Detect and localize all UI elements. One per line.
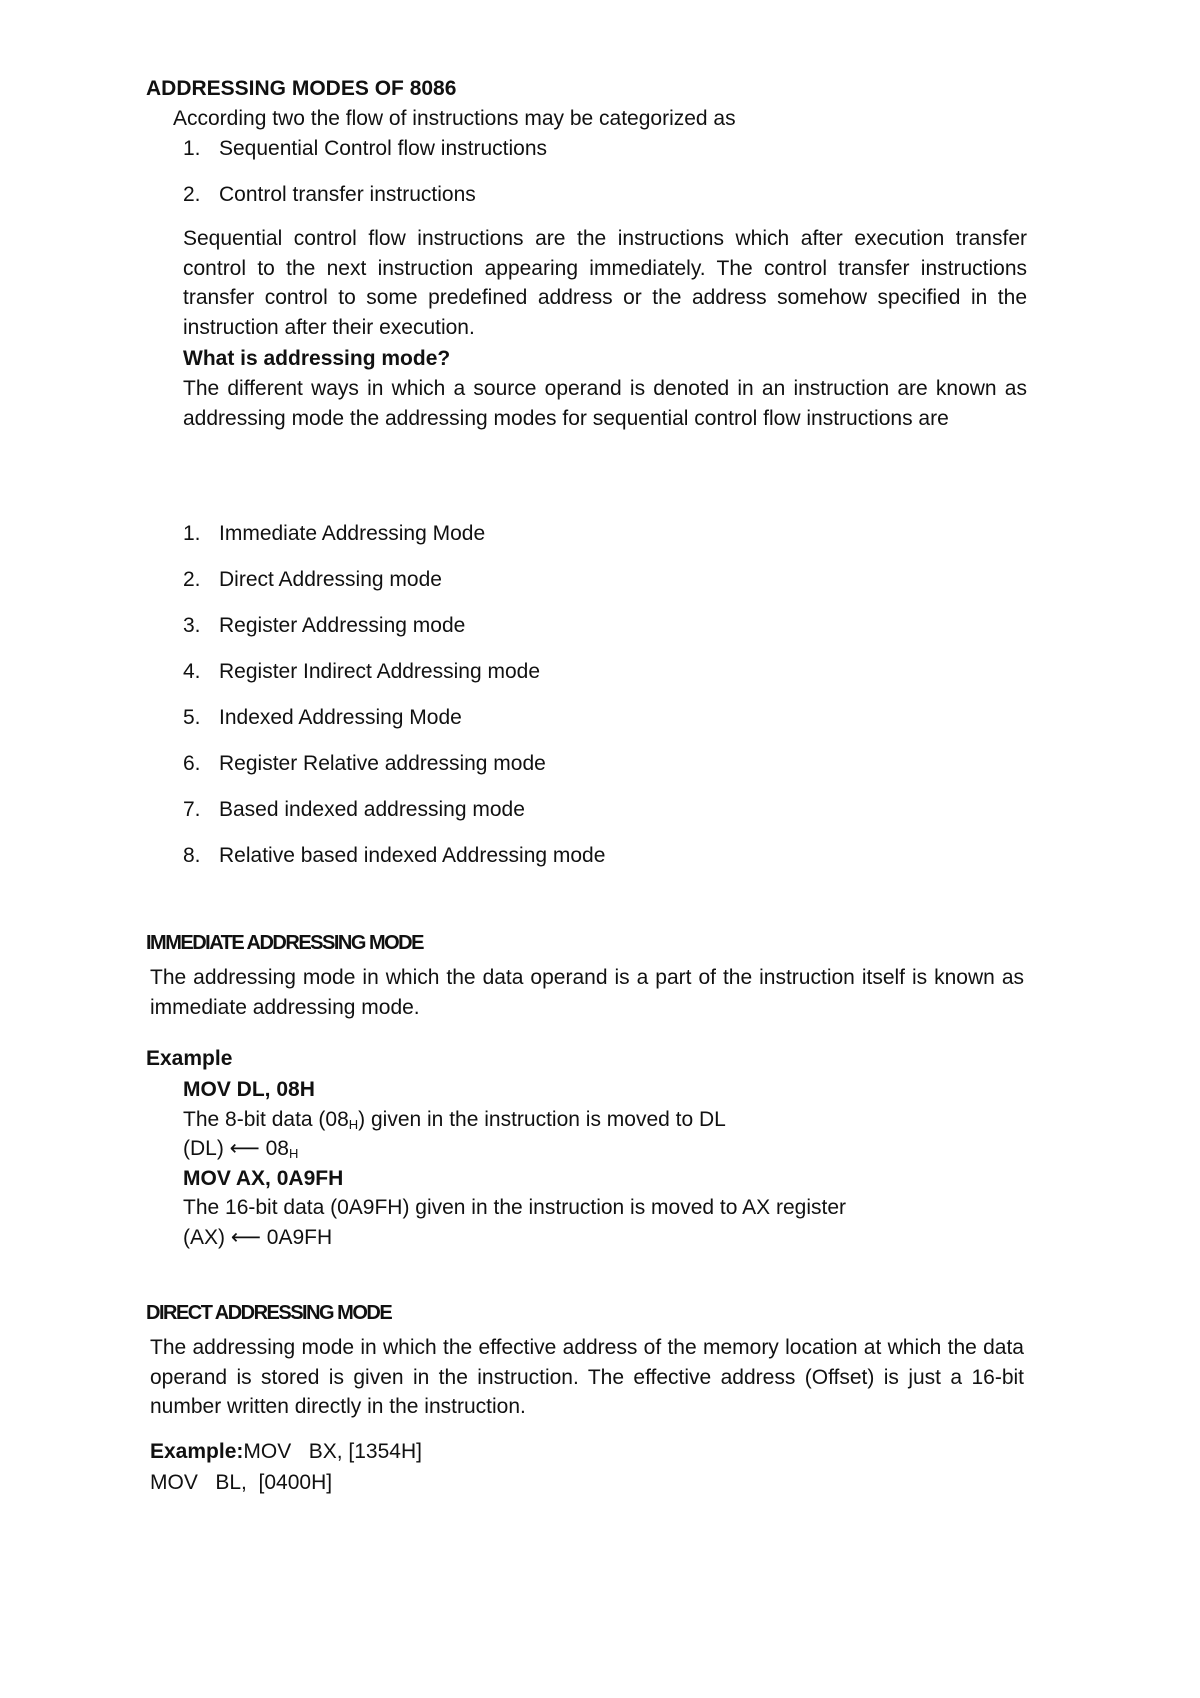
list-item: 4. Register Indirect Addressing mode <box>183 660 540 683</box>
example-description: The 16-bit data (0A9FH) given in the instruction is moved to AX register <box>183 1196 846 1219</box>
example-code: MOV BL, [0400H] <box>150 1471 333 1494</box>
intro-text: According two the flow of instructions may be categorized as <box>173 107 736 130</box>
example-code: MOV AX, 0A9FH <box>183 1166 344 1190</box>
definition-paragraph: The different ways in which a source operand is denoted in an instruction are known as addressing mode the addressing modes for sequential control flow instructions are <box>183 377 1027 430</box>
flow-type-list <box>183 134 983 226</box>
list-item: 1. Immediate Addressing Mode <box>183 522 486 545</box>
direct-example: Example:MOV BX, [1354H] <box>150 1440 422 1463</box>
list-item: 8. Relative based indexed Addressing mode <box>183 844 606 867</box>
example-operation: (DL) ⟵ $08_H$ <box>183 1137 299 1161</box>
example-code: MOV DL, 08H <box>183 1078 315 1101</box>
addressing-mode-list <box>183 519 983 887</box>
example-operation: (AX) ⟵ 0A9FH <box>183 1225 333 1249</box>
direct-heading: DIRECT ADDRESSING MODE <box>146 1302 392 1324</box>
list-item: 2. Direct Addressing mode <box>183 568 442 591</box>
direct-description: The addressing mode in which the effective address of the memory location at which the data operand is stored is given in the instruction. The effective address (Offset) is just a 16-bit number written directly in the instruction. <box>150 1336 1024 1418</box>
list-item: 7. Based indexed addressing mode <box>183 798 525 821</box>
question-heading: What is addressing mode? <box>183 347 451 370</box>
immediate-example-label: Example <box>146 1047 233 1070</box>
immediate-examples <box>183 1075 1033 1252</box>
example-code: MOV BX, [1354H] <box>243 1440 422 1463</box>
list-item: 3. Register Addressing mode <box>183 614 466 637</box>
list-item: 5. Indexed Addressing Mode <box>183 706 462 729</box>
list-item: 6. Register Relative addressing mode <box>183 752 546 775</box>
immediate-description: The addressing mode in which the data operand is a part of the instruction itself is known as immediate addressing mode. <box>150 966 1024 1019</box>
example-description: The 8-bit data $(08_H)$ given in the instruction is moved to DL <box>183 1107 726 1132</box>
immediate-heading: IMMEDIATE ADDRESSING MODE <box>146 932 423 954</box>
flow-paragraph: Sequential control flow instructions are the instructions which after execution transfer control to the next instruction appearing immediately. The control transfer instructions transfer control to some predefined address or the address somehow specified in the instruction after their execution. <box>183 227 1027 339</box>
list-item: 2. Control transfer instructions <box>183 183 476 206</box>
page-title: ADDRESSING MODES OF 8086 <box>146 77 457 100</box>
list-item: 1. Sequential Control flow instructions <box>183 137 548 160</box>
